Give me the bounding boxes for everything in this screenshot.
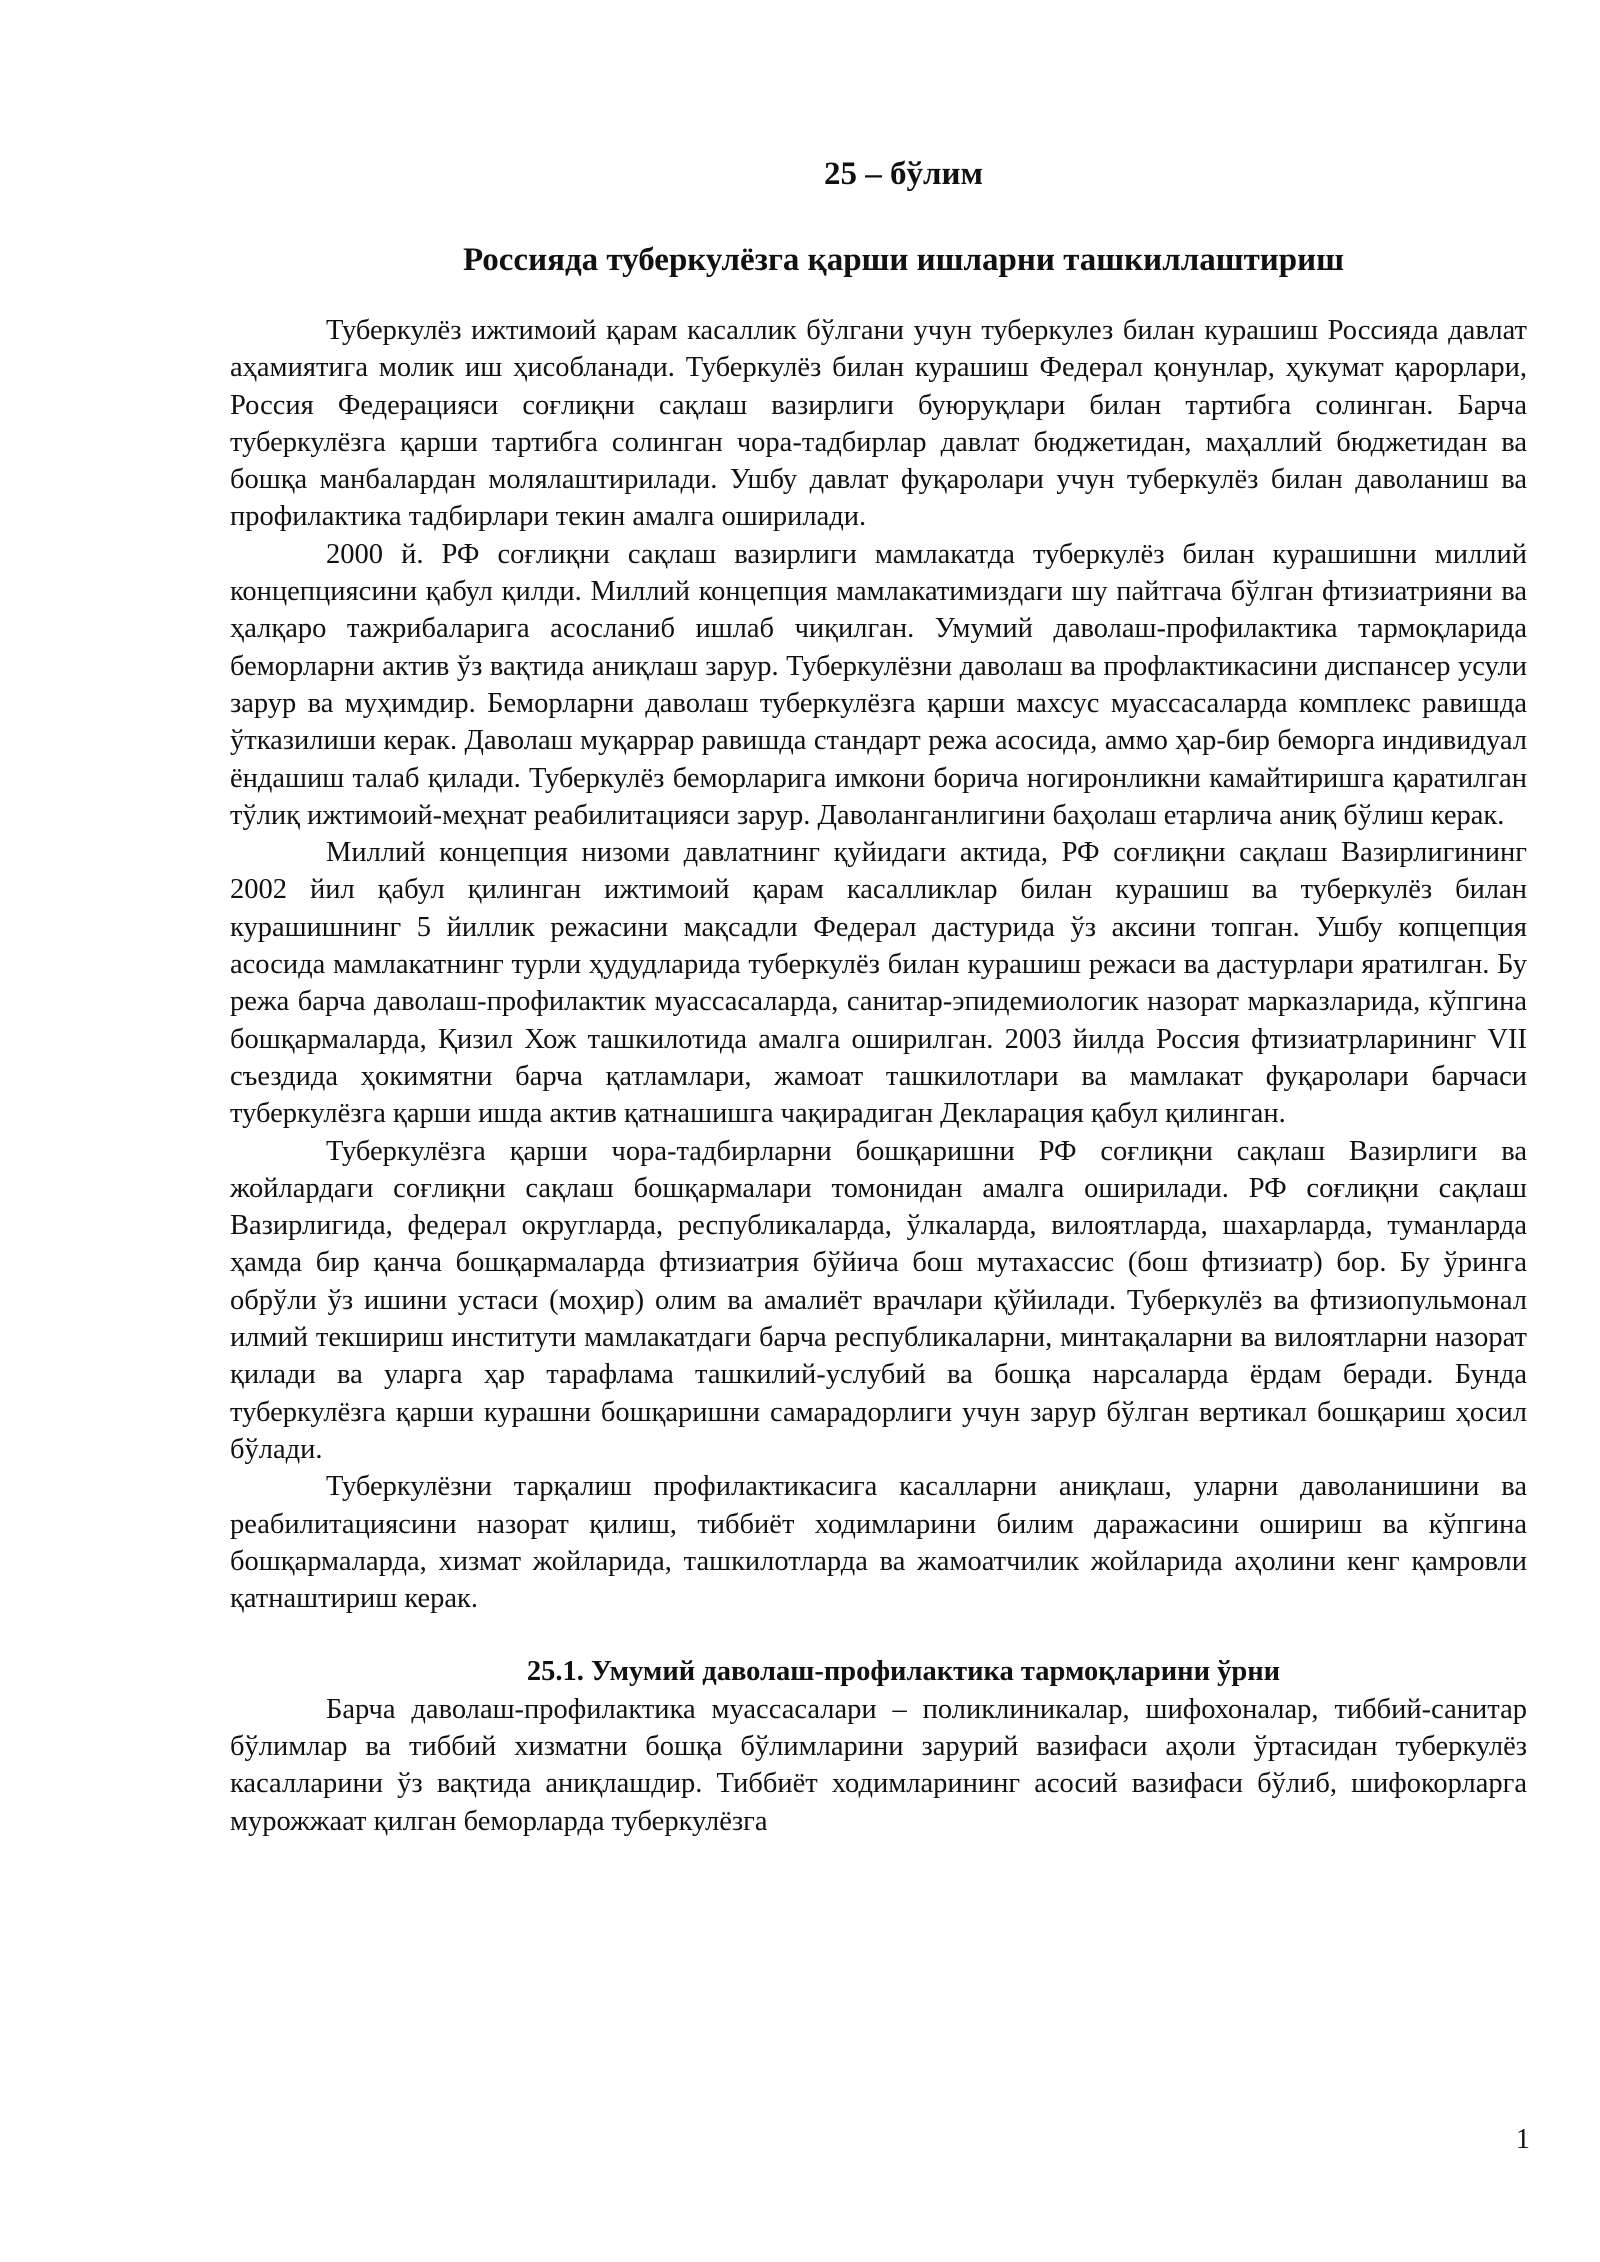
paragraph-3: Миллий концепция низоми давлатнинг қуйидаги актида, РФ соғлиқни сақлаш Вазирлигининг 2002 йил қабул қилинган ижтимоий қарам касалликлар билан курашиш ва туберкулёз билан курашишнинг 5 йиллик режасини мақсадли Федерал дастурида ўз аксини топган. Ушбу копцепция асосида мамлакатнинг турли ҳудудларида туберкулёз билан курашиш режаси ва дастурлари яратилган. Бу режа барча даволаш-профилактик муассасаларда, санитар-эпидемиологик назорат марказларида, кўпгина бошқармаларда, Қизил Хож ташкилотида амалга оширилган. 2003 йилда Россия фтизиатрларининг VII съездида ҳокимятни барча қатламлари, жамоат ташкилотлари ва мамлакат фуқаролари барчаси туберкулёзга қарши ишда актив қатнашишга чақирадиган Декларация қабул қилинган. <box>230 837 1527 1130</box>
paragraph-1: Туберкулёз ижтимоий қарам касаллик бўлгани учун туберкулез билан курашиш Россияда давлат аҳамиятига молик иш ҳисобланади. Туберкулёз билан курашиш Федерал қонунлар, ҳукумат қарорлари, Россия Федерацияси соғлиқни сақлаш вазирлиги буюруқлари билан тартибга солинган. Барча туберкулёзга қарши тартибга солинган чора-тадбирлар давлат бюджетидан, маҳаллий бюджетидан ва бошқа манбалардан молялаштирилади. Ушбу давлат фуқаролари учун туберкулёз билан даволаниш ва профилактика тадбирлари текин амалга оширилади. <box>230 315 1527 533</box>
paragraph-2: 2000 й. РФ соғлиқни сақлаш вазирлиги мамлакатда туберкулёз билан курашишни миллий концепциясини қабул қилди. Миллий концепция мамлакатимиздаги шу пайтгача бўлган фтизиатрияни ва ҳалқаро тажрибаларига асосланиб ишлаб чиқилган. Умумий даволаш-профилактика тармоқларида беморларни актив ўз вақтида аниқлаш зарур. Туберкулёзни даволаш ва профлактикасини диспансер усули зарур ва муҳимдир. Беморларни даволаш туберкулёзга қарши махсус муассасаларда комплекс равишда ўтказилиши керак. Даволаш муқаррар равишда стандарт режа асосида, аммо ҳар-бир беморга индивидуал ёндашиш талаб қилади. Туберкулёз беморларига имкони борича ногиронликни камайтиришга қаратилган тўлиқ ижтимоий-меҳнат реабилитацияси зарур. Даволанганлигини баҳолаш етарлича аниқ бўлиш керак. <box>230 538 1527 831</box>
chapter-number: 25 – бўлим <box>823 156 983 192</box>
page-content <box>230 150 1527 1840</box>
page-number: 1 <box>1515 2124 1530 2155</box>
section-title: 25.1. Умумий даволаш-профилактика тармоқларини ўрни <box>526 1656 1281 1688</box>
chapter-title: Россияда туберкулёзга қарши ишларни ташкиллаштириш <box>462 242 1345 278</box>
paragraph-5: Туберкулёзни тарқалиш профилактикасига касалларни аниқлаш, уларни даволанишини ва реабилитациясини назорат қилиш, тиббиёт ходимларини билим даражасини ошириш ва кўпгина бошқармаларда, хизмат жойларида, ташкилотларда ва жамоатчилик жойларида аҳолини кенг қамровли қатнаштириш керак. <box>230 1471 1527 1615</box>
section-paragraph: Барча даволаш-профилактика муассасалари – поликлиникалар, шифохоналар, тиббий-санитар бўлимлар ва тиббий хизматни бошқа бўлимларини зарурий вазифаси аҳоли ўртасидан туберкулёз касалларини ўз вақтида аниқлашдир. Тиббиёт ходимларининг асосий вазифаси бўлиб, шифокорларга мурожжаат қилган беморларда туберкулёзга <box>230 1693 1527 1837</box>
paragraph-4: Туберкулёзга қарши чора-тадбирларни бошқаришни РФ соғлиқни сақлаш Вазирлиги ва жойлардаги соғлиқни сақлаш бошқармалари томонидан амалга оширилади. РФ соғлиқни сақлаш Вазирлигида, федерал округларда, республикаларда, ўлкаларда, вилоятларда, шахарларда, туманларда ҳамда бир қанча бошқармаларда фтизиатрия бўйича бош мутахассис (бош фтизиатр) бор. Бу ўринга обрўли ўз ишини устаси (моҳир) олим ва амалиёт врачлари қўйилади. Туберкулёз ва фтизиопульмонал илмий текшириш институти мамлакатдаги барча республикаларни, минтақаларни ва вилоятларни назорат қилади ва уларга ҳар тарафлама ташкилий-услубий ва бошқа нарсаларда ёрдам беради. Бунда туберкулёзга қарши курашни бошқаришни самарадорлиги учун зарур бўлган вертикал бошқариш ҳосил бўлади. <box>230 1135 1527 1465</box>
